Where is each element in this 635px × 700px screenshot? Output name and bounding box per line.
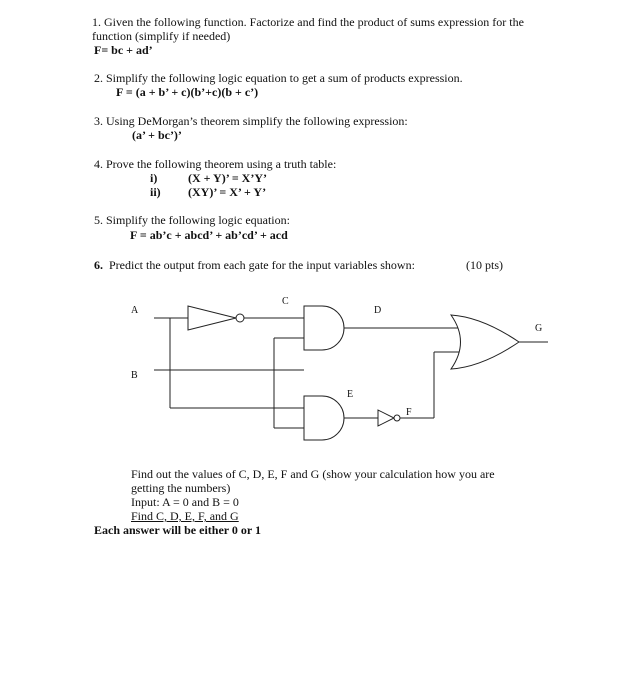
q1-formula: F= bc + ad’ (94, 43, 153, 57)
not-gate-2 (378, 410, 394, 426)
and-gate-1 (304, 306, 344, 350)
q6-points: (10 pts) (466, 258, 503, 272)
label-wire-c: C (282, 296, 289, 307)
label-input-a: A (131, 305, 139, 316)
find-values: Find C, D, E, F, and G (131, 509, 239, 523)
label-input-b: B (131, 370, 138, 381)
label-wire-f: F (406, 407, 412, 418)
q6-text: Predict the output from each gate for the input variables shown: (109, 258, 415, 272)
label-wire-e: E (347, 389, 354, 400)
q4-item-2-formula: (XY)’ = X’ + Y’ (188, 185, 267, 199)
answer-note: Each answer will be either 0 or 1 (94, 523, 261, 537)
q1-text-line2: function (simplify if needed) (92, 29, 231, 43)
q5-text: 5. Simplify the following logic equation: (94, 213, 290, 227)
q2-text: 2. Simplify the following logic equation to get a sum of products expression. (94, 71, 463, 85)
not-gate-1 (188, 306, 236, 330)
label-output-g: G (535, 323, 543, 334)
or-gate (451, 315, 519, 369)
q4-item-1-formula: (X + Y)’ = X’Y’ (188, 171, 267, 185)
q4-text: 4. Prove the following theorem using a truth table: (94, 157, 337, 171)
label-wire-d: D (374, 305, 382, 316)
and-gate-2 (304, 396, 344, 440)
q5-formula: F = ab’c + abcd’ + ab’cd’ + acd (130, 228, 288, 242)
q6-number: 6. (94, 258, 103, 272)
q4-item-1-num: i) (150, 171, 158, 185)
not-gate-1-bubble (236, 314, 244, 322)
q4-item-2-num: ii) (150, 185, 161, 199)
q3-text: 3. Using DeMorgan’s theorem simplify the following expression: (94, 114, 408, 128)
instructions-line2: getting the numbers) (131, 481, 231, 495)
q1-text-line1: 1. Given the following function. Factorize and find the product of sums expression for the (92, 15, 524, 29)
q2-formula: F = (a + b’ + c)(b’+c)(b + c’) (116, 85, 259, 99)
instructions-line1: Find out the values of C, D, E, F and G (show your calculation how you are (131, 467, 495, 481)
input-values: Input: A = 0 and B = 0 (131, 495, 239, 509)
not-gate-2-bubble (394, 415, 400, 421)
q3-formula: (a’ + bc’)’ (132, 128, 182, 142)
